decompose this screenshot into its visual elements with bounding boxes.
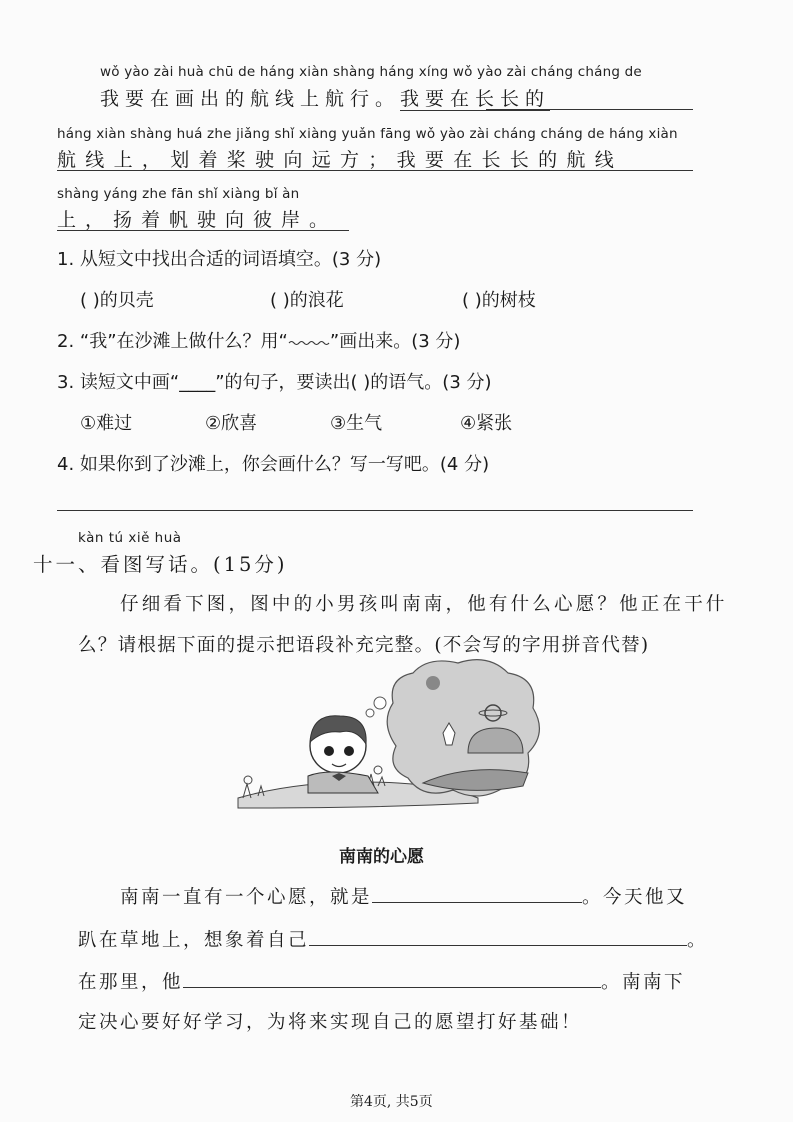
- question-2-part-a: 2. “我”在沙滩上做什么？用“: [57, 331, 288, 352]
- blank-imagine[interactable]: [309, 945, 687, 946]
- underline: [486, 109, 693, 110]
- q1-blank-3[interactable]: ( )的树枝: [462, 290, 536, 311]
- section-11-title: 十一、看图写话。(15分): [33, 553, 288, 576]
- q3-option-d[interactable]: ④紧张: [460, 413, 513, 434]
- blank-action[interactable]: [183, 987, 601, 988]
- para-line-4: 定决心要好好学习，为将来实现自己的愿望打好基础！: [78, 1012, 583, 1033]
- para-line-3: [78, 968, 685, 994]
- question-2-part-b: ”画出来。(3 分): [329, 331, 461, 352]
- instruction-line-2: 么？请根据下面的提示把语段补充完整。(不会写的字用拼音代替): [78, 635, 650, 656]
- boy-icon: [308, 716, 378, 793]
- question-3: 3. 读短文中画“____”的句子，要读出( )的语气。(3 分): [57, 372, 492, 393]
- underline: [57, 230, 349, 231]
- passage-line1-text-a: 我要在画出的航线上航行。: [100, 88, 401, 110]
- wavy-line-icon: [288, 339, 330, 347]
- q1-blank-2[interactable]: ( )的浪花: [270, 290, 344, 311]
- question-4: 4. 如果你到了沙滩上，你会画什么？写一写吧。(4 分): [57, 454, 490, 475]
- para-line-2-a: 趴在草地上，想象着自己: [78, 930, 310, 951]
- instruction-line-1: 仔细看下图，图中的小男孩叫南南，他有什么心愿？他正在干什: [120, 594, 728, 615]
- question-2: [57, 327, 460, 353]
- para-line-2: [78, 926, 708, 952]
- section-11-pinyin: kàn tú xiě huà: [78, 530, 182, 546]
- q1-blank-1[interactable]: ( )的贝壳: [80, 290, 154, 311]
- page-number: 第4页, 共5页: [350, 1094, 433, 1110]
- question-1: 1. 从短文中找出合适的词语填空。(3 分): [57, 249, 382, 270]
- q3-option-c[interactable]: ③生气: [330, 413, 383, 434]
- q3-option-b[interactable]: ②欣喜: [205, 413, 258, 434]
- thought-cloud: [366, 660, 539, 796]
- boy-dreaming-illustration: [228, 658, 548, 828]
- para-line-3-b: 。南南下: [601, 972, 686, 993]
- q3-option-a[interactable]: ①难过: [80, 413, 133, 434]
- para-line-2-b: 。: [687, 930, 709, 951]
- passage-line2-pinyin: háng xiàn shàng huá zhe jiǎng shǐ xiàng yuǎn fāng wǒ yào zài cháng cháng de háng xiàn: [57, 126, 678, 142]
- para-line-1-b: 。今天他又: [582, 887, 688, 908]
- para-line-1-a: 南南一直有一个心愿，就是: [120, 887, 373, 908]
- passage-line3-pinyin: shàng yáng zhe fān shǐ xiàng bǐ àn: [57, 186, 300, 202]
- q4-answer-line[interactable]: [57, 510, 693, 511]
- underline: [57, 170, 693, 171]
- underlined-sentence: 我要在长长的: [400, 88, 551, 110]
- passage-line3-text: 上，扬着帆驶向彼岸。: [57, 209, 338, 231]
- para-line-3-a: 在那里，他: [78, 972, 184, 993]
- passage-line2-text: 航线上，划着桨驶向远方；我要在长长的航线: [57, 149, 624, 171]
- para-line-1: [120, 883, 687, 909]
- passage-line1-pinyin: wǒ yào zài huà chū de háng xiàn shàng háng xíng wǒ yào zài cháng cháng de: [100, 64, 642, 80]
- essay-title: 南南的心愿: [339, 847, 424, 867]
- blank-wish[interactable]: [372, 902, 582, 903]
- passage-line1-text: [100, 84, 550, 111]
